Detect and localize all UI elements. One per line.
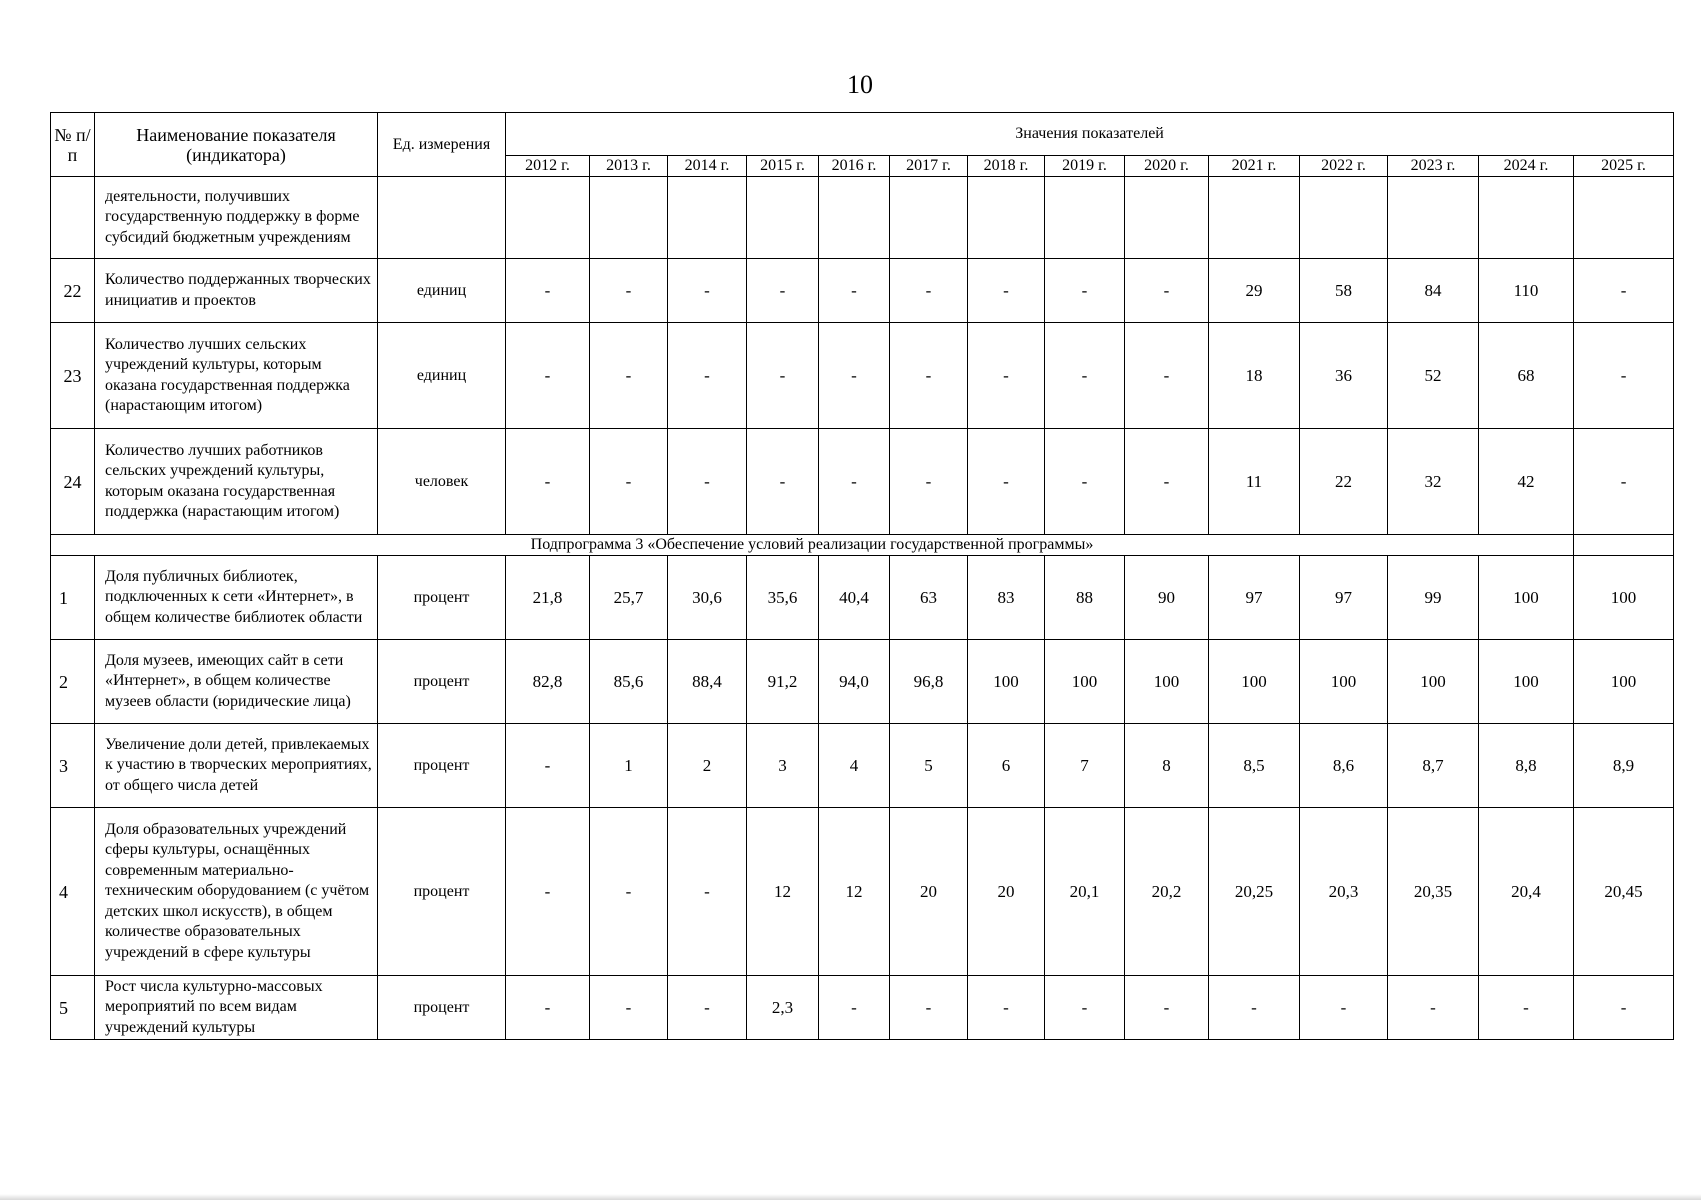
row-number: 22 — [51, 259, 95, 323]
value-cell: - — [668, 976, 747, 1040]
value-cell: - — [1125, 259, 1209, 323]
row-number: 23 — [51, 323, 95, 429]
value-cell: 29 — [1209, 259, 1300, 323]
value-cell: - — [506, 724, 590, 808]
value-cell: - — [1209, 976, 1300, 1040]
value-cell: - — [590, 323, 668, 429]
value-cell: 42 — [1479, 429, 1574, 535]
value-cell: 85,6 — [590, 640, 668, 724]
indicators-table — [50, 112, 1674, 1040]
value-cell: 2 — [668, 724, 747, 808]
value-cell — [819, 177, 890, 259]
header-name: Наименование показателя (индикатора) — [95, 113, 378, 177]
value-cell: 82,8 — [506, 640, 590, 724]
value-cell: - — [1125, 429, 1209, 535]
value-cell: - — [590, 429, 668, 535]
value-cell — [1045, 177, 1125, 259]
value-cell: 20,45 — [1574, 808, 1674, 976]
value-cell: 91,2 — [747, 640, 819, 724]
table-row — [51, 177, 1674, 259]
value-cell — [506, 177, 590, 259]
value-cell: - — [890, 323, 968, 429]
value-cell: - — [668, 323, 747, 429]
indicator-name: Количество лучших сельских учреждений культуры, которым оказана государственная поддержка (нарастающим итогом) — [95, 323, 378, 429]
value-cell: 84 — [1388, 259, 1479, 323]
value-cell: - — [968, 259, 1045, 323]
unit-cell: единиц — [378, 323, 506, 429]
value-cell: - — [1125, 976, 1209, 1040]
value-cell: - — [1045, 976, 1125, 1040]
row-number: 4 — [51, 808, 95, 976]
value-cell: 2,3 — [747, 976, 819, 1040]
header-year: 2023 г. — [1388, 156, 1479, 177]
value-cell: 20,35 — [1388, 808, 1479, 976]
header-year: 2012 г. — [506, 156, 590, 177]
value-cell: - — [506, 808, 590, 976]
value-cell: 8,7 — [1388, 724, 1479, 808]
value-cell: 40,4 — [819, 556, 890, 640]
value-cell: 12 — [747, 808, 819, 976]
value-cell: 83 — [968, 556, 1045, 640]
scan-edge — [0, 1194, 1701, 1200]
value-cell: 96,8 — [890, 640, 968, 724]
unit-cell: человек — [378, 429, 506, 535]
table-body-top — [51, 177, 1674, 535]
value-cell: 20 — [968, 808, 1045, 976]
value-cell: 21,8 — [506, 556, 590, 640]
value-cell: 20,25 — [1209, 808, 1300, 976]
value-cell: 100 — [968, 640, 1045, 724]
value-cell: - — [747, 323, 819, 429]
value-cell: - — [1045, 259, 1125, 323]
header-values-group: Значения показателей — [506, 113, 1674, 156]
value-cell: - — [1479, 976, 1574, 1040]
value-cell — [747, 177, 819, 259]
indicator-name: деятельности, получивших государственную поддержку в форме субсидий бюджетным учреждениям — [95, 177, 378, 259]
unit-cell: процент — [378, 724, 506, 808]
value-cell: 90 — [1125, 556, 1209, 640]
value-cell: 100 — [1479, 640, 1574, 724]
indicator-name: Рост числа культурно-массовых мероприятий по всем видам учреждений культуры — [95, 976, 378, 1040]
value-cell: 3 — [747, 724, 819, 808]
table-row — [51, 429, 1674, 535]
row-number: 2 — [51, 640, 95, 724]
value-cell: - — [506, 259, 590, 323]
value-cell: 8,5 — [1209, 724, 1300, 808]
value-cell: - — [968, 323, 1045, 429]
header-unit: Ед. измерения — [378, 113, 506, 177]
unit-cell: единиц — [378, 259, 506, 323]
value-cell: - — [1574, 259, 1674, 323]
header-year: 2020 г. — [1125, 156, 1209, 177]
value-cell: - — [1125, 323, 1209, 429]
value-cell: - — [1574, 323, 1674, 429]
page-number: 10 — [847, 70, 873, 99]
value-cell — [968, 177, 1045, 259]
unit-cell: процент — [378, 556, 506, 640]
value-cell: - — [506, 323, 590, 429]
value-cell: 20,2 — [1125, 808, 1209, 976]
value-cell: 88,4 — [668, 640, 747, 724]
value-cell: - — [590, 259, 668, 323]
header-year: 2015 г. — [747, 156, 819, 177]
value-cell — [668, 177, 747, 259]
table-row — [51, 640, 1674, 724]
header-year: 2022 г. — [1300, 156, 1388, 177]
value-cell: 100 — [1125, 640, 1209, 724]
section-title: Подпрограмма 3 «Обеспечение условий реализации государственной программы» — [51, 535, 1574, 556]
value-cell: 25,7 — [590, 556, 668, 640]
value-cell: 20 — [890, 808, 968, 976]
row-number: 1 — [51, 556, 95, 640]
value-cell: 100 — [1388, 640, 1479, 724]
value-cell: - — [819, 429, 890, 535]
value-cell: - — [968, 429, 1045, 535]
header-year: 2013 г. — [590, 156, 668, 177]
value-cell — [1388, 177, 1479, 259]
value-cell: 32 — [1388, 429, 1479, 535]
value-cell: - — [590, 808, 668, 976]
value-cell — [1300, 177, 1388, 259]
value-cell: - — [890, 976, 968, 1040]
value-cell: 100 — [1574, 556, 1674, 640]
header-row-group — [51, 113, 1674, 156]
value-cell: 8,9 — [1574, 724, 1674, 808]
indicator-name: Количество лучших работников сельских учреждений культуры, которым оказана государственная поддержка (нарастающим итогом) — [95, 429, 378, 535]
value-cell: 94,0 — [819, 640, 890, 724]
header-year: 2014 г. — [668, 156, 747, 177]
value-cell: - — [1574, 976, 1674, 1040]
indicator-name: Доля музеев, имеющих сайт в сети «Интернет», в общем количестве музеев области (юридические лица) — [95, 640, 378, 724]
value-cell: - — [1045, 323, 1125, 429]
value-cell: - — [590, 976, 668, 1040]
value-cell: - — [747, 429, 819, 535]
value-cell: 100 — [1574, 640, 1674, 724]
section-empty-cell — [1574, 535, 1674, 556]
value-cell: 5 — [890, 724, 968, 808]
value-cell: 63 — [890, 556, 968, 640]
indicator-name: Доля публичных библиотек, подключенных к сети «Интернет», в общем количестве библиотек области — [95, 556, 378, 640]
table-row — [51, 259, 1674, 323]
unit-cell: процент — [378, 808, 506, 976]
value-cell: 6 — [968, 724, 1045, 808]
indicator-name: Увеличение доли детей, привлекаемых к участию в творческих мероприятиях, от общего числа детей — [95, 724, 378, 808]
value-cell: - — [819, 976, 890, 1040]
value-cell: - — [1388, 976, 1479, 1040]
value-cell — [1125, 177, 1209, 259]
value-cell — [1574, 177, 1674, 259]
header-year: 2024 г. — [1479, 156, 1574, 177]
header-year: 2017 г. — [890, 156, 968, 177]
value-cell — [1479, 177, 1574, 259]
unit-cell — [378, 177, 506, 259]
value-cell: 4 — [819, 724, 890, 808]
value-cell: - — [747, 259, 819, 323]
header-year: 2016 г. — [819, 156, 890, 177]
value-cell: 7 — [1045, 724, 1125, 808]
unit-cell: процент — [378, 640, 506, 724]
header-year: 2025 г. — [1574, 156, 1674, 177]
value-cell: 12 — [819, 808, 890, 976]
row-number: 5 — [51, 976, 95, 1040]
value-cell: 20,3 — [1300, 808, 1388, 976]
value-cell: 100 — [1209, 640, 1300, 724]
value-cell: - — [968, 976, 1045, 1040]
value-cell: 35,6 — [747, 556, 819, 640]
value-cell: 100 — [1479, 556, 1574, 640]
value-cell: 97 — [1209, 556, 1300, 640]
value-cell: 8,6 — [1300, 724, 1388, 808]
table-row — [51, 323, 1674, 429]
table-row — [51, 556, 1674, 640]
value-cell — [890, 177, 968, 259]
value-cell: - — [819, 259, 890, 323]
row-number — [51, 177, 95, 259]
value-cell: - — [668, 808, 747, 976]
table-row — [51, 808, 1674, 976]
header-year: 2019 г. — [1045, 156, 1125, 177]
value-cell: 22 — [1300, 429, 1388, 535]
row-number: 3 — [51, 724, 95, 808]
header-num: № п/п — [51, 113, 95, 177]
value-cell: - — [668, 429, 747, 535]
section-row — [51, 535, 1674, 556]
table-row — [51, 976, 1674, 1040]
value-cell — [1209, 177, 1300, 259]
value-cell: 11 — [1209, 429, 1300, 535]
value-cell: - — [1574, 429, 1674, 535]
value-cell: 88 — [1045, 556, 1125, 640]
value-cell: - — [506, 976, 590, 1040]
value-cell: 99 — [1388, 556, 1479, 640]
value-cell: 8 — [1125, 724, 1209, 808]
value-cell: - — [506, 429, 590, 535]
value-cell: 58 — [1300, 259, 1388, 323]
indicator-name: Количество поддержанных творческих инициатив и проектов — [95, 259, 378, 323]
table-body-bottom — [51, 556, 1674, 1040]
value-cell: 100 — [1045, 640, 1125, 724]
value-cell: - — [890, 429, 968, 535]
value-cell: 100 — [1300, 640, 1388, 724]
value-cell: 20,1 — [1045, 808, 1125, 976]
value-cell: 97 — [1300, 556, 1388, 640]
row-number: 24 — [51, 429, 95, 535]
table-row — [51, 724, 1674, 808]
value-cell: 110 — [1479, 259, 1574, 323]
section-row-group — [51, 535, 1674, 556]
value-cell: 30,6 — [668, 556, 747, 640]
value-cell: 18 — [1209, 323, 1300, 429]
indicator-name: Доля образовательных учреждений сферы культуры, оснащённых современным материально-техническим оборудованием (с учётом детских школ искусств), в общем количестве образовательных учреждений в сфере культуры — [95, 808, 378, 976]
unit-cell: процент — [378, 976, 506, 1040]
header-year: 2021 г. — [1209, 156, 1300, 177]
value-cell: - — [668, 259, 747, 323]
value-cell: - — [1045, 429, 1125, 535]
value-cell: - — [819, 323, 890, 429]
value-cell: - — [890, 259, 968, 323]
value-cell: 52 — [1388, 323, 1479, 429]
value-cell: 68 — [1479, 323, 1574, 429]
value-cell: 36 — [1300, 323, 1388, 429]
value-cell — [590, 177, 668, 259]
value-cell: - — [1300, 976, 1388, 1040]
value-cell: 1 — [590, 724, 668, 808]
header-year: 2018 г. — [968, 156, 1045, 177]
value-cell: 20,4 — [1479, 808, 1574, 976]
value-cell: 8,8 — [1479, 724, 1574, 808]
